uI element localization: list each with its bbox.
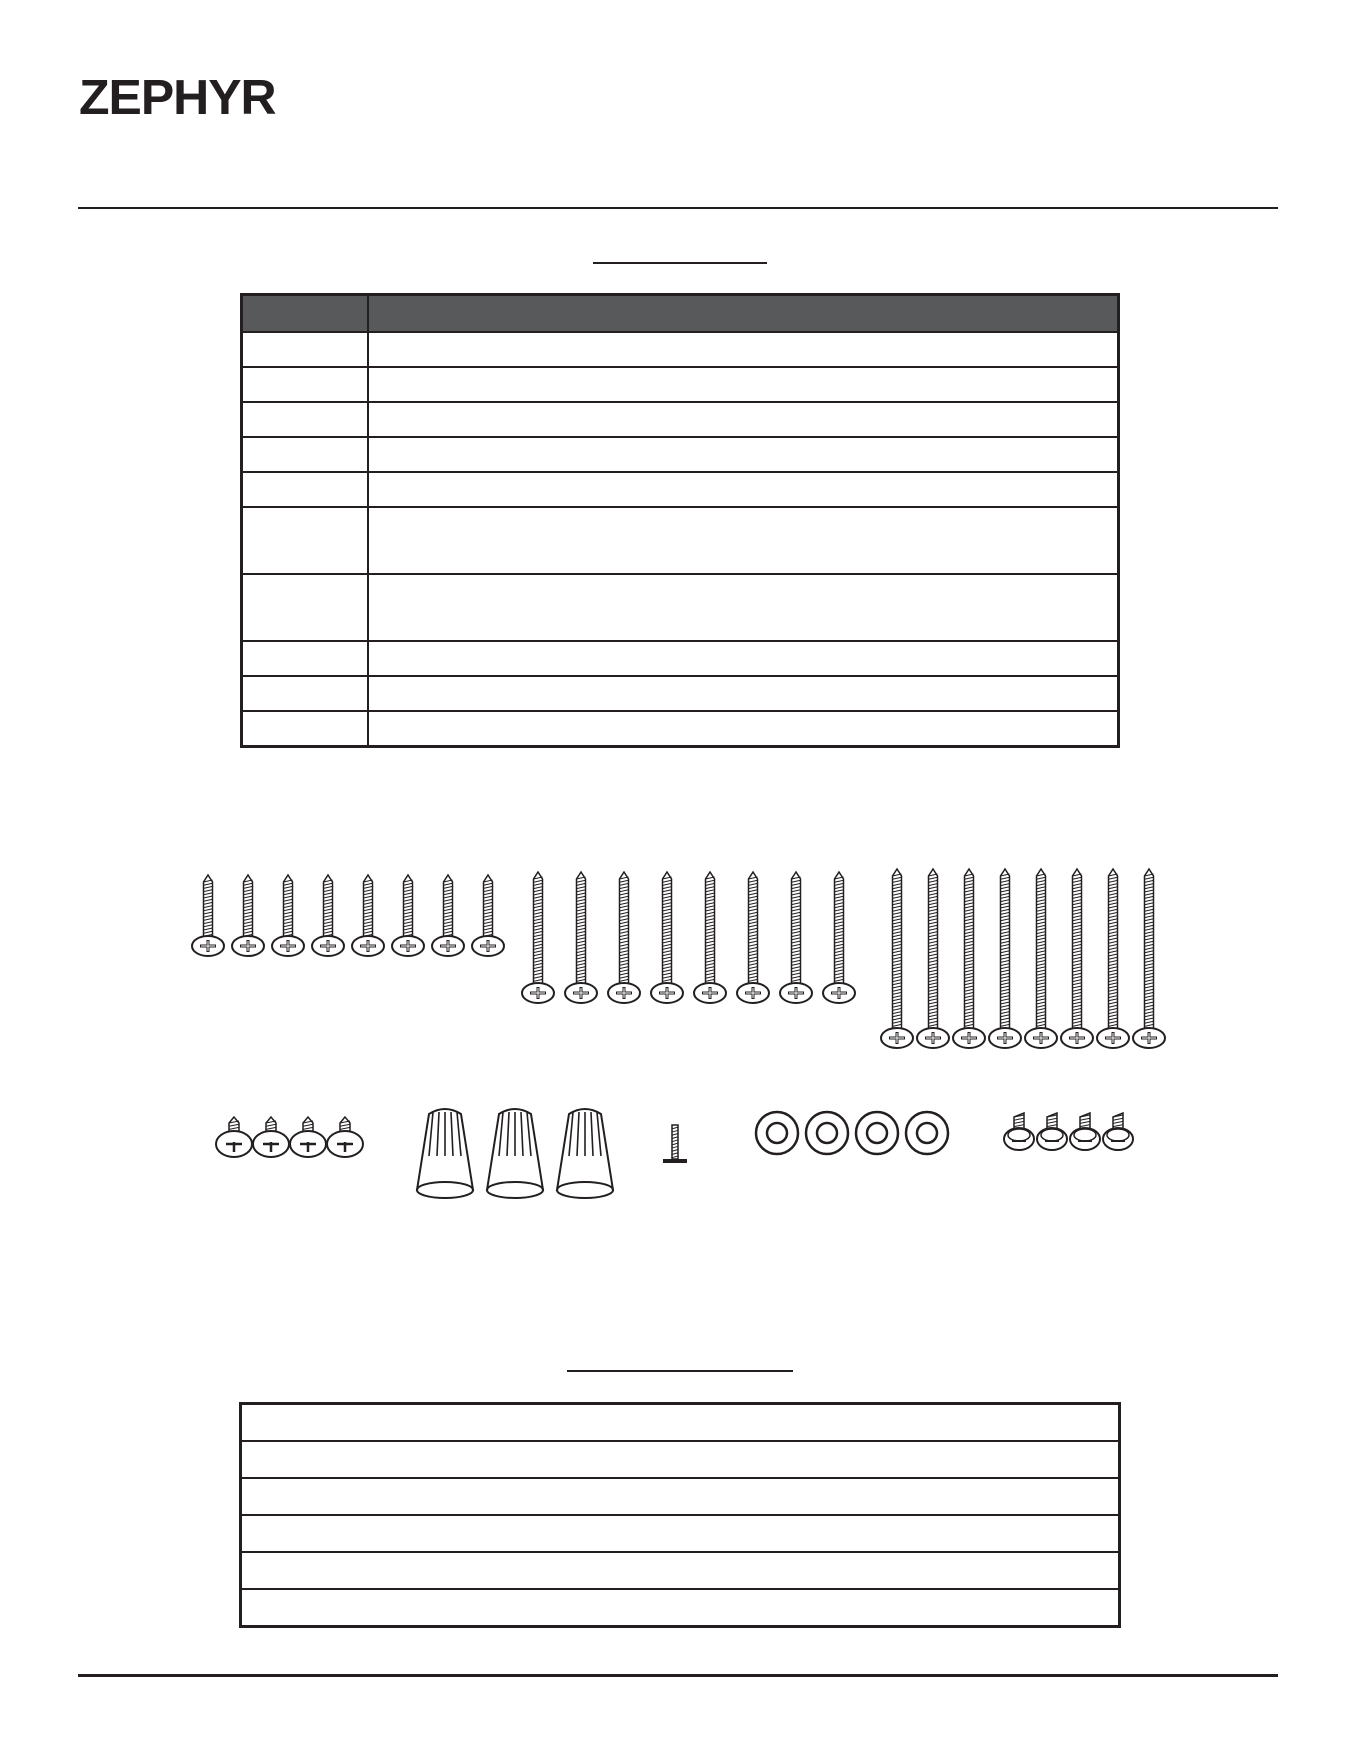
spec-cell xyxy=(241,1441,1120,1478)
medium-wood-screw xyxy=(823,872,855,1003)
table-row xyxy=(242,402,1119,437)
part-description-cell xyxy=(368,507,1119,574)
part-number-cell xyxy=(242,641,368,676)
part-description-cell xyxy=(368,402,1119,437)
part-number-cell xyxy=(242,332,368,367)
part-number-cell xyxy=(242,676,368,711)
part-description-cell xyxy=(368,676,1119,711)
medium-wood-screw xyxy=(608,872,640,1003)
part-number-cell xyxy=(242,711,368,746)
pan-head-screw xyxy=(327,1117,363,1157)
part-number-cell xyxy=(242,574,368,641)
part-number-cell xyxy=(242,402,368,437)
table-row xyxy=(241,1552,1120,1589)
washer-head-screw xyxy=(1103,1113,1133,1150)
wire-connector xyxy=(487,1109,543,1198)
table-row xyxy=(242,437,1119,472)
header-rule xyxy=(78,207,1278,209)
table-row xyxy=(241,1515,1120,1552)
parts-table xyxy=(240,293,1120,748)
washer-head-screw xyxy=(1037,1113,1067,1150)
washer-head-screw xyxy=(1070,1113,1100,1150)
part-number-cell xyxy=(242,437,368,472)
washer xyxy=(856,1112,898,1154)
table-row xyxy=(242,367,1119,402)
part-description-cell xyxy=(368,711,1119,746)
medium-wood-screw xyxy=(694,872,726,1003)
part-description-cell xyxy=(368,472,1119,507)
short-wood-screw xyxy=(312,875,344,956)
spec-cell xyxy=(241,1478,1120,1515)
table-row xyxy=(241,1441,1120,1478)
specs-section-title xyxy=(567,1346,793,1372)
long-wood-screw xyxy=(1097,869,1129,1048)
long-wood-screw xyxy=(917,869,949,1048)
part-description-cell xyxy=(368,574,1119,641)
hardware-illustration xyxy=(170,855,1190,1235)
spec-cell xyxy=(241,1552,1120,1589)
table-row xyxy=(242,332,1119,367)
long-wood-screw xyxy=(953,869,985,1048)
specs-table xyxy=(239,1402,1121,1628)
parts-table-header xyxy=(242,295,1119,333)
table-row xyxy=(242,711,1119,746)
short-wood-screw xyxy=(272,875,304,956)
parts-section-title xyxy=(593,238,767,264)
medium-wood-screw xyxy=(780,872,812,1003)
short-wood-screw xyxy=(472,875,504,956)
washer xyxy=(906,1112,948,1154)
part-description-cell xyxy=(368,367,1119,402)
small-machine-screw xyxy=(663,1125,687,1163)
medium-wood-screw xyxy=(737,872,769,1003)
part-description-cell xyxy=(368,437,1119,472)
spec-cell xyxy=(241,1589,1120,1627)
long-wood-screw xyxy=(1025,869,1057,1048)
part-description-cell xyxy=(368,332,1119,367)
medium-wood-screw xyxy=(565,872,597,1003)
part-number-cell xyxy=(242,367,368,402)
header-cell-part xyxy=(242,295,368,333)
pan-head-screw xyxy=(216,1117,252,1157)
part-number-cell xyxy=(242,472,368,507)
medium-wood-screw xyxy=(651,872,683,1003)
short-wood-screw xyxy=(232,875,264,956)
footer-rule xyxy=(78,1674,1278,1677)
short-wood-screw xyxy=(432,875,464,956)
long-wood-screw xyxy=(1133,869,1165,1048)
washer-head-screw xyxy=(1004,1113,1034,1150)
short-wood-screw xyxy=(192,875,224,956)
header-cell-description xyxy=(368,295,1119,333)
table-row xyxy=(242,507,1119,574)
table-row xyxy=(241,1589,1120,1627)
washer xyxy=(756,1112,798,1154)
table-row xyxy=(241,1404,1120,1442)
table-row xyxy=(241,1478,1120,1515)
wire-connector xyxy=(417,1109,473,1198)
table-row xyxy=(242,676,1119,711)
table-row xyxy=(242,641,1119,676)
part-number-cell xyxy=(242,507,368,574)
spec-cell xyxy=(241,1515,1120,1552)
washer xyxy=(806,1112,848,1154)
long-wood-screw xyxy=(989,869,1021,1048)
zephyr-logo: ZEPHYR xyxy=(79,71,276,125)
long-wood-screw xyxy=(1061,869,1093,1048)
pan-head-screw xyxy=(290,1117,326,1157)
part-description-cell xyxy=(368,641,1119,676)
table-row xyxy=(242,472,1119,507)
table-row xyxy=(242,574,1119,641)
long-wood-screw xyxy=(881,869,913,1048)
spec-cell xyxy=(241,1404,1120,1442)
pan-head-screw xyxy=(253,1117,289,1157)
short-wood-screw xyxy=(352,875,384,956)
wire-connector xyxy=(557,1109,613,1198)
short-wood-screw xyxy=(392,875,424,956)
medium-wood-screw xyxy=(522,872,554,1003)
